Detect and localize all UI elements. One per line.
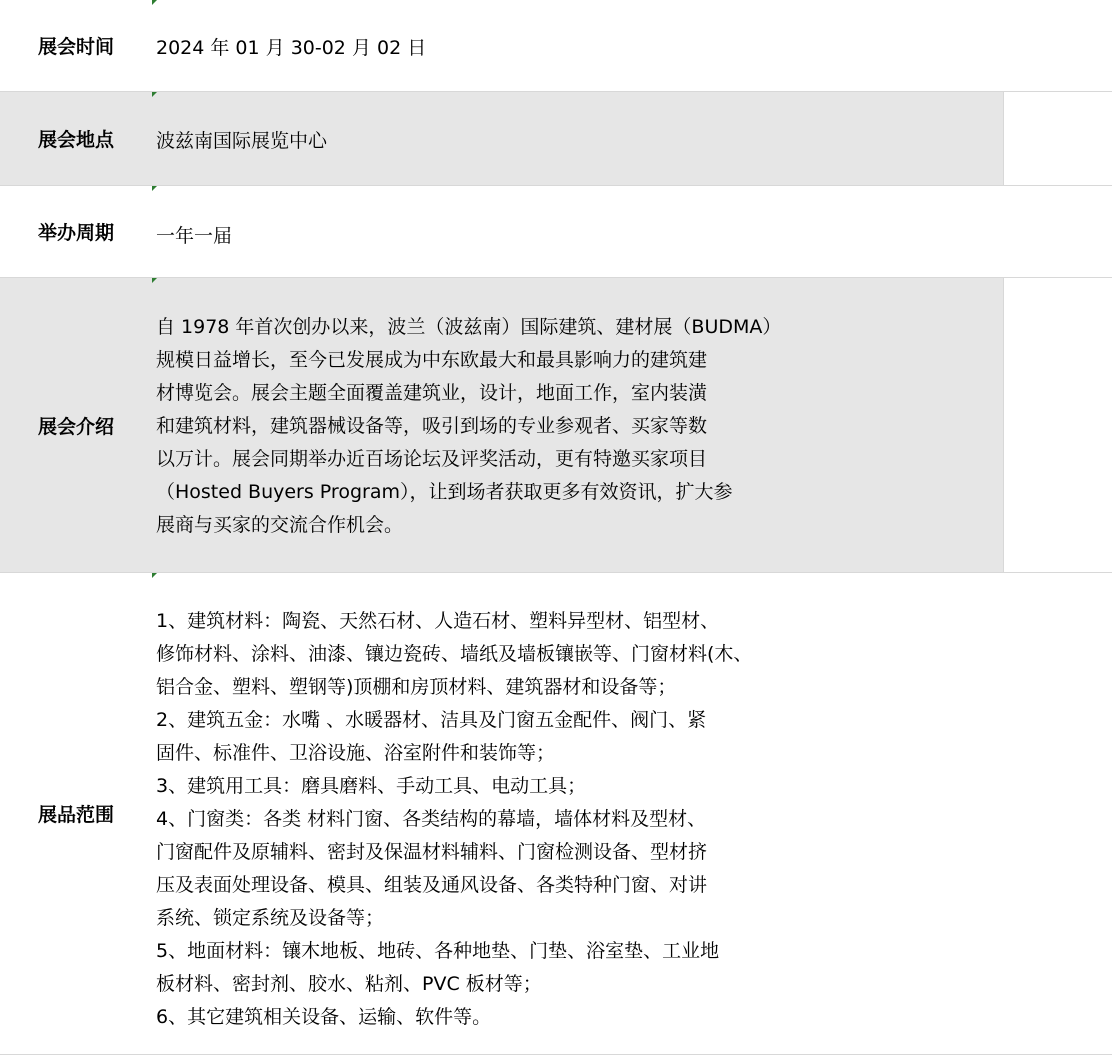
cell-marker — [152, 0, 157, 5]
row-content — [156, 605, 752, 1034]
content-line: 系统、锁定系统及设备等； — [156, 907, 385, 929]
row-introduction — [0, 278, 1112, 573]
content-line: 板材料、密封剂、胶水、粘剂、PVC 板材等； — [156, 973, 542, 995]
row-product-scope — [0, 573, 1112, 1055]
content-line: 2024 年 01 月 30-02 月 02 日 — [156, 37, 427, 59]
cell-marker — [152, 573, 157, 578]
content-line: 4、门窗类：各类 材料门窗、各类结构的幕墙，墙体材料及型材、 — [156, 808, 707, 830]
row-exhibition-time — [0, 0, 1112, 92]
cell-marker — [152, 92, 157, 97]
content-line: 波兹南国际展览中心 — [156, 130, 328, 152]
content-line: 1、建筑材料：陶瓷、天然石材、人造石材、塑料异型材、铝型材、 — [156, 610, 720, 632]
row-frequency — [0, 186, 1112, 278]
content-line: 以万计。展会同期举办近百场论坛及评奖活动，更有特邀买家项目 — [156, 448, 708, 470]
row-content — [156, 125, 327, 158]
row-label: 展会地点 — [37, 129, 114, 151]
content-line: 展商与买家的交流合作机会。 — [156, 514, 404, 536]
cell-marker — [152, 278, 157, 283]
content-line: 材博览会。展会主题全面覆盖建筑业，设计，地面工作，室内装潢 — [156, 382, 708, 404]
content-line: 门窗配件及原辅料、密封及保温材料辅料、门窗检测设备、型材挤 — [156, 841, 708, 863]
content-line: 2、建筑五金：水嘴 、水暖器材、洁具及门窗五金配件、阀门、紧 — [156, 709, 707, 731]
row-label: 展会介绍 — [37, 415, 114, 438]
row-exhibition-venue — [0, 92, 1112, 186]
row-content — [156, 32, 426, 65]
content-line: 铝合金、塑料、塑钢等)顶棚和房顶材料、建筑器材和设备等； — [156, 676, 677, 698]
content-line: 6、其它建筑相关设备、运输、软件等。 — [156, 1006, 492, 1028]
row-label: 展会时间 — [37, 36, 114, 58]
content-line: 3、建筑用工具：磨具磨料、手动工具、电动工具； — [156, 775, 587, 797]
content-line: 规模日益增长，至今已发展成为中东欧最大和最具影响力的建筑建 — [156, 349, 708, 371]
row-label: 展品范围 — [37, 804, 114, 826]
content-line: 和建筑材料，建筑器械设备等，吸引到场的专业参观者、买家等数 — [156, 415, 708, 437]
content-line: 一年一届 — [156, 225, 233, 247]
row-label: 举办周期 — [37, 222, 114, 244]
row-content — [156, 220, 232, 253]
content-line: 自 1978 年首次创办以来，波兰（波兹南）国际建筑、建材展（BUDMA） — [156, 316, 782, 338]
content-line: 修饰材料、涂料、油漆、镶边瓷砖、墙纸及墙板镶嵌等、门窗材料(木、 — [156, 643, 753, 665]
content-line: 5、地面材料：镶木地板、地砖、各种地垫、门垫、浴室垫、工业地 — [156, 940, 720, 962]
content-line: （Hosted Buyers Program），让到场者获取更多有效资讯，扩大参 — [156, 481, 733, 503]
cell-marker — [152, 186, 157, 191]
content-line: 固件、标准件、卫浴设施、浴室附件和装饰等； — [156, 742, 556, 764]
content-line: 压及表面处理设备、模具、组装及通风设备、各类特种门窗、对讲 — [156, 874, 708, 896]
row-content — [156, 311, 781, 542]
